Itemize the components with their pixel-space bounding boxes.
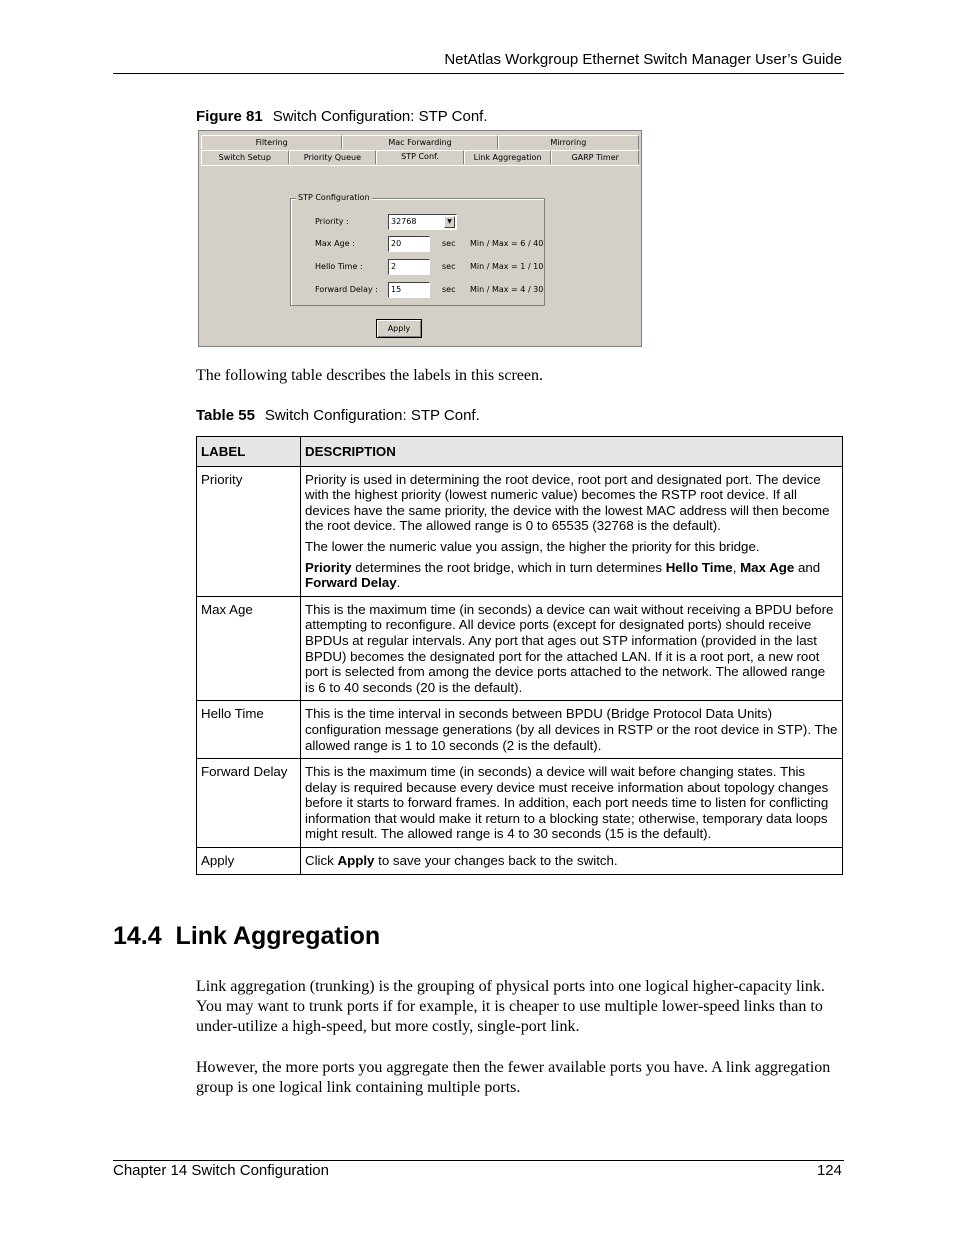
text-run: . <box>396 575 401 591</box>
text-run: Click <box>305 853 338 869</box>
text-run: and <box>794 559 821 575</box>
max-age-label: Max Age : <box>315 239 355 248</box>
row-description: This is the time interval in seconds between BPDU (Bridge Protocol Data Units) configuration message generations (by all devices in RSTP or the root device in STP). The allowed range is 1 to 10 seconds (2 is the default). <box>301 701 843 759</box>
text-run: , <box>732 559 741 575</box>
footer-chapter: Chapter 14 Switch Configuration <box>113 1162 329 1179</box>
bold-term: Max Age <box>740 559 795 575</box>
forward-delay-input[interactable]: 15 <box>388 282 430 298</box>
tab-row-top <box>201 135 639 149</box>
bold-term: Hello Time <box>665 559 733 575</box>
tab-filtering[interactable]: Filtering <box>201 135 342 149</box>
hello-time-range: Min / Max = 1 / 10 <box>470 262 544 271</box>
row-label: Max Age <box>197 596 301 701</box>
forward-delay-range: Min / Max = 4 / 30 <box>470 285 544 294</box>
tab-mirroring[interactable]: Mirroring <box>498 135 639 149</box>
row-description <box>301 848 843 875</box>
stp-configuration-group <box>290 193 545 306</box>
bold-term: Priority <box>305 559 352 575</box>
description-paragraph: Priority is used in determining the root device, root port and designated port. The device with the highest priority (lowest numeric value) becomes the RSTP root device. If all devices have the same priority, the device with the lowest MAC address will then become the root device. The allowed range is 0 to 65535 (32768 is the default). <box>305 471 830 534</box>
bold-term: Apply <box>337 853 375 869</box>
header-rule <box>113 73 844 74</box>
tab-mac-forwarding[interactable]: Mac Forwarding <box>342 135 497 149</box>
tab-stp-conf[interactable]: STP Conf. <box>376 150 464 164</box>
section-paragraph-2: However, the more ports you aggregate then the fewer available ports you have. A link aggregation group is one logical link containing multiple ports. <box>196 1059 831 1096</box>
text-run: to save your changes back to the switch. <box>374 853 618 869</box>
row-label: Hello Time <box>197 701 301 759</box>
forward-delay-unit: sec <box>442 285 456 294</box>
label-description-table <box>196 436 843 875</box>
row-label: Apply <box>197 848 301 875</box>
stp-config-screenshot <box>198 130 642 347</box>
header-label: LABEL <box>197 437 301 467</box>
tab-link-aggregation[interactable]: Link Aggregation <box>464 150 552 164</box>
row-label: Forward Delay <box>197 759 301 848</box>
figure-caption-text: Switch Configuration: STP Conf. <box>272 108 488 125</box>
apply-button[interactable]: Apply <box>376 319 422 338</box>
header-description: DESCRIPTION <box>301 437 843 467</box>
section-heading: 14.4 Link Aggregation <box>113 922 381 950</box>
figure-caption <box>196 108 488 125</box>
forward-delay-label: Forward Delay : <box>315 285 378 294</box>
tab-row-bottom <box>201 150 639 164</box>
tab-garp-timer[interactable]: GARP Timer <box>551 150 639 164</box>
max-age-range: Min / Max = 6 / 40 <box>470 239 544 248</box>
chevron-down-icon[interactable]: ▼ <box>444 216 455 228</box>
table-caption <box>196 407 480 424</box>
bold-term: Forward Delay <box>305 575 397 591</box>
tab-body-edge <box>201 165 639 166</box>
figure-label: Figure 81 <box>196 108 263 125</box>
table-row <box>197 701 843 759</box>
hello-time-unit: sec <box>442 262 456 271</box>
table-intro: The following table describes the labels in this screen. <box>196 367 544 384</box>
text-run: determines the root bridge, which in turn determines <box>351 559 666 575</box>
row-description <box>301 466 843 596</box>
page-number: 124 <box>816 1162 842 1179</box>
hello-time-input[interactable]: 2 <box>388 259 430 275</box>
description-paragraph <box>305 560 838 591</box>
group-title: STP Configuration <box>298 193 370 202</box>
footer-rule <box>113 1160 844 1161</box>
hello-time-label: Hello Time : <box>315 262 363 271</box>
table-header-row <box>197 437 843 467</box>
priority-label: Priority : <box>315 217 349 226</box>
table-label: Table 55 <box>196 407 255 424</box>
row-label: Priority <box>197 466 301 596</box>
tab-priority-queue[interactable]: Priority Queue <box>289 150 377 164</box>
max-age-unit: sec <box>442 239 456 248</box>
row-description: This is the maximum time (in seconds) a device will wait before changing states. This delay is required because every device must receive information about topology changes before it starts to forward frames. In addition, each port needs time to listen for conflicting information that would make it return to a blocking state; otherwise, temporary data loops might result. The allowed range is 4 to 30 seconds (15 is the default). <box>301 759 843 848</box>
table-row <box>197 759 843 848</box>
tab-switch-setup[interactable]: Switch Setup <box>201 150 289 164</box>
table-row <box>197 848 843 875</box>
table-row <box>197 596 843 701</box>
priority-value: 32768 <box>391 217 417 226</box>
section-paragraph-1: Link aggregation (trunking) is the grouping of physical ports into one logical higher-capacity link. You may want to trunk ports if for example, it is cheaper to use multiple lower-speed links than to under-utilize a high-speed, but more costly, single-port link. <box>196 978 825 1035</box>
table-caption-text: Switch Configuration: STP Conf. <box>264 407 480 424</box>
row-description: This is the maximum time (in seconds) a device can wait without receiving a BPDU before attempting to reconfigure. All device ports (except for designated ports) should receive BPDUs at regular intervals. Any port that ages out STP information (provided in the last BPDU) becomes the designated port for the attached LAN. If it is a root port, a new root port is selected from among the device ports attached to the network. The allowed range is 6 to 40 seconds (20 is the default). <box>301 596 843 701</box>
table-row <box>197 466 843 596</box>
priority-select[interactable] <box>388 214 457 230</box>
description-paragraph: The lower the numeric value you assign, the higher the priority for this bridge. <box>305 538 760 554</box>
running-header: NetAtlas Workgroup Ethernet Switch Manager User’s Guide <box>444 51 842 68</box>
max-age-input[interactable]: 20 <box>388 236 430 252</box>
